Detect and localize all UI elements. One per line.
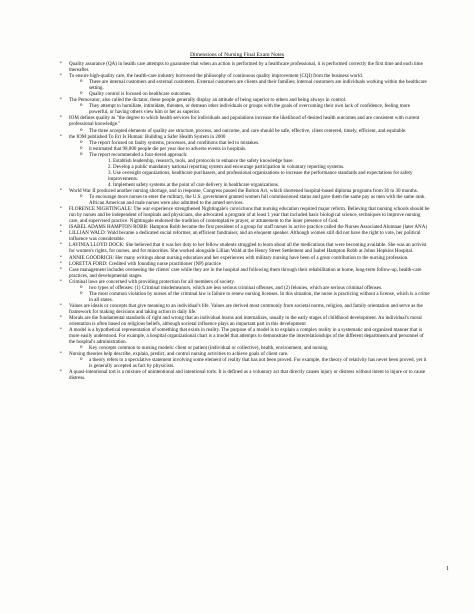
bullet-marker: o (80, 127, 83, 133)
bullet-marker: • (60, 73, 62, 79)
note-item (60, 267, 430, 279)
bullet-marker: o (80, 290, 83, 296)
bullet-marker: • (60, 97, 62, 103)
note-text: 2. Develop a public mandatory national reporting system and encourage participation in voluntary reporting systems. (108, 163, 345, 170)
note-text: FLORENCE NIGHTINGALE: The war experience strengthened Nightingale's convictions that nursing education required major reform. Believing that nursing schools should be run by nurses and be independent of hospitals and physicians, she advocated a program of at least 1 year that included basic biological science, techniques to improve nursing care, and supervised practice. Nightingale endorsed the tradition of contemplative prayer, or attunement to the inner presence of God. (69, 206, 430, 225)
bullet-marker: o (80, 345, 83, 351)
bullet-marker: o (80, 151, 83, 157)
note-item (60, 315, 430, 327)
note-text: The report recommended a four-tiered approach: (89, 151, 188, 158)
note-item (60, 61, 430, 73)
bullet-marker: • (60, 206, 62, 212)
note-item (60, 230, 430, 242)
bullet-marker: o (80, 357, 83, 363)
note-text: Morals are the fundamental standards of right and wrong that an individual learns and internalizes, usually in the early stages of childhood development. An individual's moral orientation is often based on religious beliefs, although societal influence plays an important part in this development (69, 314, 422, 328)
note-item (60, 206, 430, 224)
note-text: 1. Establish leadership, research, tools, and protocols to enhance the safety knowledge base. (108, 157, 294, 164)
note-text: To ensure high-quality care, the health-care industry borrowed the philosophy of continuous quality improvement (CQI) from the business world. (69, 73, 363, 80)
note-text: There are internal customers and external customers. External customers are clients and their families; internal customers are individuals working within the healthcare setting. (89, 79, 427, 92)
note-text: LAVINIA LLOYD DOCK: She believed that it was her duty to her fellow students struggled to learn about all the medications that were becoming available. She was an activist for women's rights, for nurses, and for minorities. She worked alongside Lillian Wald at the Henry Street Settlement and Isabel Hampton Robb at Johns Hopkins Hospital. (69, 242, 427, 255)
bullet-marker: • (60, 187, 62, 193)
note-item (60, 170, 430, 182)
note-text: Key concepts common to nursing models: client or patient (individual or collective), health, environment, and nursing (89, 345, 328, 352)
bullet-marker: o (80, 145, 83, 151)
note-text: They attempt to humiliate, intimidate, threaten, or demean other individuals or groups with the goals of overcoming their own lack of confidence, feeling more powerful, or having others view him or her as superior. (89, 103, 411, 116)
bullet-marker: o (80, 139, 83, 145)
note-text: Case management includes overseeing the clients' care while they are in the hospital and following them through their rehabilitation at home, long-term follow-up, health-care practices, and developmental stages. (69, 266, 422, 279)
bullet-marker: • (60, 115, 62, 121)
note-text: Nursing theories help describe, explain, predict, and control nursing activities to achieve goals of client care. (69, 351, 289, 358)
bullet-marker: • (60, 266, 62, 272)
bullet-marker: o (80, 91, 83, 97)
note-text: 3. Use oversight organizations, healthcare purchasers, and professional organizations to increase the performance standards and expectations for safety improvements. (108, 169, 413, 182)
bullet-marker: • (60, 351, 62, 357)
note-text: ANNIE GOODRICH: Her many writings about nursing education and her experiences with military nursing have been of a great contribution to the nursing profession. (69, 254, 409, 261)
note-item (60, 327, 430, 345)
notes-body (60, 61, 430, 381)
bullet-marker: • (60, 260, 62, 266)
note-text: A quasi-intentional tort is a mixture of unintentional and intentional torts. It is defined as a voluntary act that directly causes injury or distress without intent to injure or to cause distress. (69, 369, 426, 382)
note-text: Quality assurance (QA) in health care attempts to guarantee that when an action is performed by a healthcare professional, it is performed correctly the first time and each time thereafter. (69, 61, 423, 74)
bullet-marker: • (60, 230, 62, 236)
bullet-marker: • (60, 242, 62, 248)
note-text: The Pemovator, also called the dictator, these people generally display an attitude of being superior to others and being always in control. (69, 97, 347, 104)
note-text: A model is a hypothetical representation of something that exists in reality. The purpose of a model is to explain a complex reality in a systematic and organized manner that is more easily understood. For example, a hospital organizational chart is a model that attempts to demonstrate the interrelationships of the different departments and personnel of the hospital's administration. (69, 327, 424, 346)
bullet-marker: • (60, 224, 62, 230)
note-text: LILLIAN WALD: Wald became a dedicated social reformer, an efficient fundraiser, and an eloquent speaker. Although women still did not have the right to vote, her political influence was considerable. (69, 230, 421, 243)
note-item (60, 115, 430, 127)
note-text: Quality control is focused on healthcare outcomes. (89, 91, 192, 98)
note-text: two types of offenses: (1) Criminal misdemeanors, which are less serious criminal offenses, and (2) felonies, which are serious criminal offenses. (89, 284, 383, 291)
note-text: IOM defines quality as "the degree to which health services for individuals and populations increase the likelihood of desired health outcomes and are consistent with current professional knowledge." (69, 115, 420, 128)
note-text: To encourage more nurses to enter the military, the U.S. government granted women full commissioned status and gave them the same pay as men with the same rank. African American and male nurses were also admitted to the armed services. (89, 194, 426, 207)
note-text: the IOM published To Err Is Human: Building a Safer Health System in 2000 (69, 133, 226, 140)
note-item (60, 194, 430, 206)
bullet-marker: • (60, 133, 62, 139)
document-title: Dimensions of Nursing Final Exam Notes (190, 52, 284, 58)
bullet-marker: • (60, 302, 62, 308)
bullet-marker: • (60, 254, 62, 260)
note-text: The report focused on faulty systems, processes, and conditions that led to mistakes. (89, 139, 260, 146)
note-item (60, 303, 430, 315)
bullet-marker: • (60, 61, 62, 66)
note-item (60, 242, 430, 254)
note-text: it estimated that 98,000 people die per year due to adverse events in hospitals. (89, 145, 247, 152)
note-text: The most common violation by nurses of the criminal law is failure to renew nursing licenses. In this situation, the nurse is practicing without a license, which is a crime in all states. (89, 290, 430, 303)
note-text: Criminal laws are concerned with providing protection for all members of society. (69, 278, 235, 285)
note-text: a theory refers to a speculative statement involving some element of reality that has not been proved. For example, the theory of relativity has never been proved, yet it is generally accepted as fact by physicists. (89, 357, 427, 370)
note-item (60, 291, 430, 303)
bullet-marker: o (80, 284, 83, 290)
bullet-marker: • (60, 327, 62, 333)
bullet-marker: o (80, 194, 83, 200)
note-text: The three accepted elements of quality are structure, process, and outcome, and care should be safe, effective, client centered, timely, efficient, and equitable. (89, 127, 407, 134)
bullet-marker: o (80, 103, 83, 109)
note-item (60, 103, 430, 115)
note-item (60, 369, 430, 381)
note-item (60, 357, 430, 369)
note-text: LORETTA FORD: Credited with founding nurse practitioner (NP) practice (69, 260, 221, 267)
bullet-marker: • (60, 369, 62, 375)
bullet-marker: • (60, 314, 62, 320)
page-number: 1 (446, 566, 449, 572)
note-text: World War II produced another nursing shortage, and in response, Congress passed the Bolton Act, which shortened hospital-based diploma programs from 36 to 30 months. (69, 187, 418, 194)
note-text: ISABEL ADAMS HAMPTON ROBB: Hampton Robb became the first president of a group for staff nurses in active practice called the Nurses Associated Alumnae (later ANA) (69, 224, 428, 231)
note-text: 4. Implement safety systems at the point of care delivery in healthcare organizations. (108, 181, 280, 188)
bullet-marker: • (60, 278, 62, 284)
bullet-marker: o (80, 79, 83, 85)
note-item (60, 79, 430, 91)
note-text: Values are ideals or concepts that give meaning to an individual's life. Values are derived most commonly from societal norms, religion, and family orientation and serve as the framework for making decisions and taking action in daily life. (69, 302, 423, 315)
